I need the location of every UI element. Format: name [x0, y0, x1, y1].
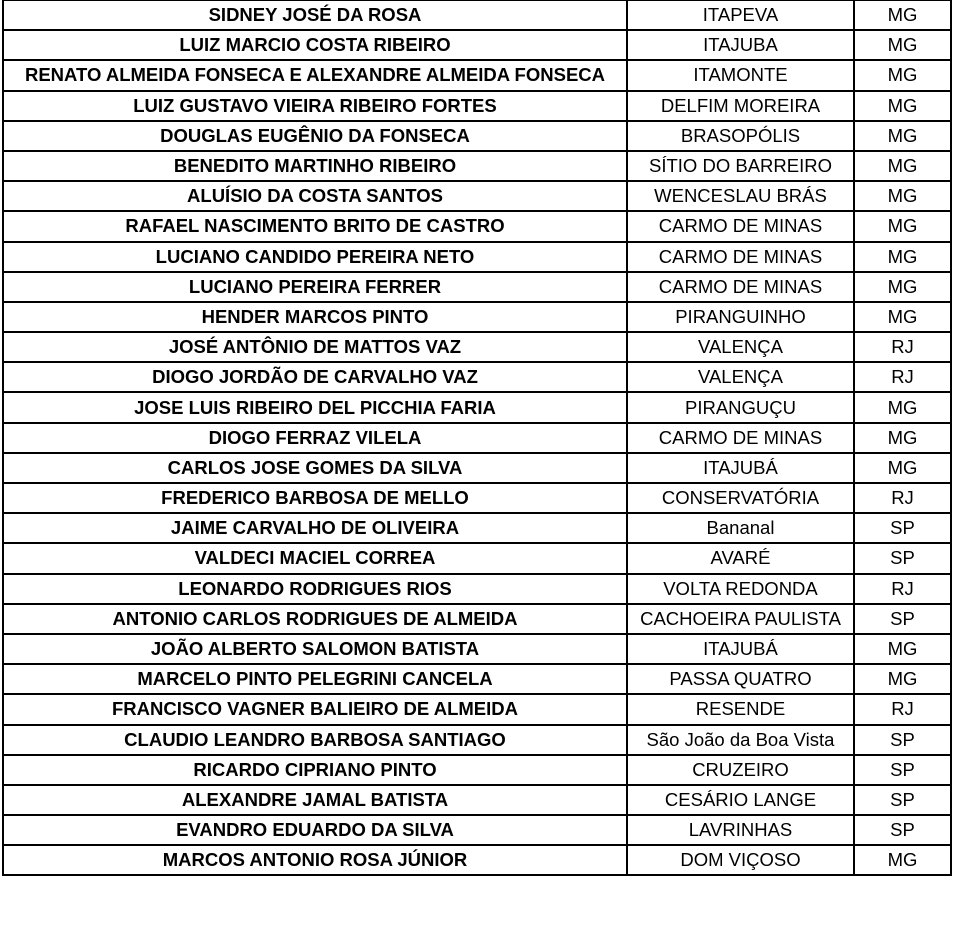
table-row — [3, 423, 951, 453]
table-row — [3, 91, 951, 121]
state-cell: MG — [854, 634, 951, 664]
state-cell: SP — [854, 785, 951, 815]
city-cell: CONSERVATÓRIA — [627, 483, 854, 513]
state-cell: MG — [854, 423, 951, 453]
table-row — [3, 302, 951, 332]
city-cell: DELFIM MOREIRA — [627, 91, 854, 121]
table-body — [3, 1, 951, 876]
state-cell: RJ — [854, 362, 951, 392]
name-cell: HENDER MARCOS PINTO — [3, 302, 627, 332]
city-cell: São João da Boa Vista — [627, 725, 854, 755]
state-cell: RJ — [854, 694, 951, 724]
name-cell: LUIZ GUSTAVO VIEIRA RIBEIRO FORTES — [3, 91, 627, 121]
table-row — [3, 694, 951, 724]
table-row — [3, 181, 951, 211]
name-cell: BENEDITO MARTINHO RIBEIRO — [3, 151, 627, 181]
state-cell: MG — [854, 121, 951, 151]
name-cell: MARCELO PINTO PELEGRINI CANCELA — [3, 664, 627, 694]
city-cell: VALENÇA — [627, 362, 854, 392]
city-cell: ITAPEVA — [627, 1, 854, 31]
name-cell: CARLOS JOSE GOMES DA SILVA — [3, 453, 627, 483]
city-cell: VALENÇA — [627, 332, 854, 362]
state-cell: RJ — [854, 574, 951, 604]
table-row — [3, 272, 951, 302]
state-cell: MG — [854, 60, 951, 90]
state-cell: MG — [854, 453, 951, 483]
table-row — [3, 151, 951, 181]
city-cell: BRASOPÓLIS — [627, 121, 854, 151]
name-cell: LUIZ MARCIO COSTA RIBEIRO — [3, 30, 627, 60]
state-cell: SP — [854, 755, 951, 785]
table-row — [3, 785, 951, 815]
name-cell: DIOGO JORDÃO DE CARVALHO VAZ — [3, 362, 627, 392]
name-cell: LEONARDO RODRIGUES RIOS — [3, 574, 627, 604]
state-cell: MG — [854, 211, 951, 241]
name-cell: MARCOS ANTONIO ROSA JÚNIOR — [3, 845, 627, 875]
name-cell: VALDECI MACIEL CORREA — [3, 543, 627, 573]
city-cell: Bananal — [627, 513, 854, 543]
state-cell: MG — [854, 30, 951, 60]
city-cell: ITAMONTE — [627, 60, 854, 90]
table-row — [3, 604, 951, 634]
city-cell: ITAJUBÁ — [627, 453, 854, 483]
name-cell: JOSÉ ANTÔNIO DE MATTOS VAZ — [3, 332, 627, 362]
city-cell: WENCESLAU BRÁS — [627, 181, 854, 211]
city-cell: PIRANGUINHO — [627, 302, 854, 332]
name-cell: EVANDRO EDUARDO DA SILVA — [3, 815, 627, 845]
city-cell: CACHOEIRA PAULISTA — [627, 604, 854, 634]
city-cell: RESENDE — [627, 694, 854, 724]
table-row — [3, 574, 951, 604]
name-cell: RAFAEL NASCIMENTO BRITO DE CASTRO — [3, 211, 627, 241]
state-cell: MG — [854, 242, 951, 272]
name-cell: LUCIANO PEREIRA FERRER — [3, 272, 627, 302]
state-cell: SP — [854, 513, 951, 543]
name-cell: FRANCISCO VAGNER BALIEIRO DE ALMEIDA — [3, 694, 627, 724]
state-cell: MG — [854, 664, 951, 694]
table-row — [3, 1, 951, 31]
name-cell: ALEXANDRE JAMAL BATISTA — [3, 785, 627, 815]
city-cell: SÍTIO DO BARREIRO — [627, 151, 854, 181]
table-row — [3, 453, 951, 483]
table-row — [3, 664, 951, 694]
table-row — [3, 121, 951, 151]
city-cell: CRUZEIRO — [627, 755, 854, 785]
state-cell: MG — [854, 181, 951, 211]
table-row — [3, 211, 951, 241]
state-cell: RJ — [854, 483, 951, 513]
state-cell: MG — [854, 845, 951, 875]
state-cell: MG — [854, 302, 951, 332]
city-cell: CARMO DE MINAS — [627, 423, 854, 453]
name-cell: CLAUDIO LEANDRO BARBOSA SANTIAGO — [3, 725, 627, 755]
state-cell: MG — [854, 151, 951, 181]
table-row — [3, 60, 951, 90]
data-table — [2, 0, 952, 876]
city-cell: DOM VIÇOSO — [627, 845, 854, 875]
city-cell: LAVRINHAS — [627, 815, 854, 845]
state-cell: SP — [854, 604, 951, 634]
name-cell: FREDERICO BARBOSA DE MELLO — [3, 483, 627, 513]
city-cell: CARMO DE MINAS — [627, 272, 854, 302]
table-row — [3, 634, 951, 664]
name-cell: ALUÍSIO DA COSTA SANTOS — [3, 181, 627, 211]
city-cell: AVARÉ — [627, 543, 854, 573]
city-cell: PIRANGUÇU — [627, 392, 854, 422]
state-cell: SP — [854, 543, 951, 573]
table-row — [3, 30, 951, 60]
city-cell: ITAJUBA — [627, 30, 854, 60]
name-cell: JOSE LUIS RIBEIRO DEL PICCHIA FARIA — [3, 392, 627, 422]
city-cell: ITAJUBÁ — [627, 634, 854, 664]
city-cell: CARMO DE MINAS — [627, 242, 854, 272]
name-cell: DOUGLAS EUGÊNIO DA FONSECA — [3, 121, 627, 151]
state-cell: MG — [854, 392, 951, 422]
city-cell: PASSA QUATRO — [627, 664, 854, 694]
name-cell: DIOGO FERRAZ VILELA — [3, 423, 627, 453]
name-cell: SIDNEY JOSÉ DA ROSA — [3, 1, 627, 31]
table-row — [3, 513, 951, 543]
table-row — [3, 242, 951, 272]
name-cell: ANTONIO CARLOS RODRIGUES DE ALMEIDA — [3, 604, 627, 634]
city-cell: VOLTA REDONDA — [627, 574, 854, 604]
state-cell: MG — [854, 272, 951, 302]
table-row — [3, 815, 951, 845]
name-cell: JOÃO ALBERTO SALOMON BATISTA — [3, 634, 627, 664]
table-row — [3, 755, 951, 785]
name-cell: JAIME CARVALHO DE OLIVEIRA — [3, 513, 627, 543]
city-cell: CARMO DE MINAS — [627, 211, 854, 241]
table-row — [3, 362, 951, 392]
name-cell: RICARDO CIPRIANO PINTO — [3, 755, 627, 785]
table-row — [3, 332, 951, 362]
state-cell: SP — [854, 815, 951, 845]
table-row — [3, 543, 951, 573]
table-row — [3, 725, 951, 755]
state-cell: MG — [854, 91, 951, 121]
table-row — [3, 845, 951, 875]
table-row — [3, 392, 951, 422]
name-cell: RENATO ALMEIDA FONSECA E ALEXANDRE ALMEIDA FONSECA — [3, 60, 627, 90]
table-row — [3, 483, 951, 513]
name-cell: LUCIANO CANDIDO PEREIRA NETO — [3, 242, 627, 272]
city-cell: CESÁRIO LANGE — [627, 785, 854, 815]
state-cell: SP — [854, 725, 951, 755]
state-cell: MG — [854, 1, 951, 31]
state-cell: RJ — [854, 332, 951, 362]
